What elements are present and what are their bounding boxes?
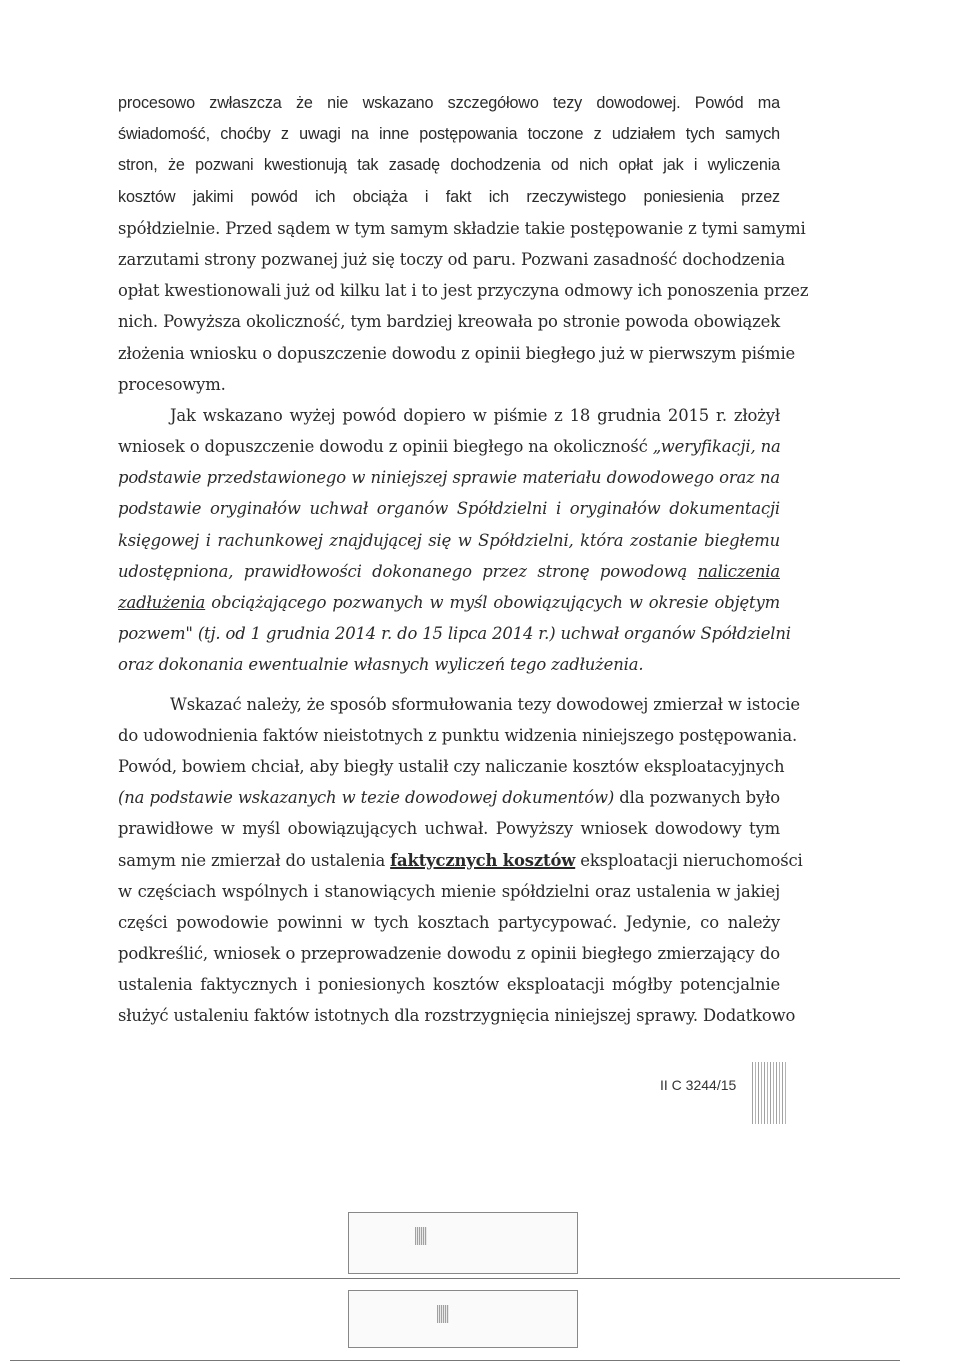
text-line: Jak wskazano wyżej powód dopiero w piśmie z 18 grudnia 2015 r. złożył: [170, 405, 780, 425]
text-line: w częściach wspólnych i stanowiących mienie spółdzielni oraz ustalenia w jakiej: [118, 881, 780, 901]
text-line: złożenia wniosku o dopuszczenie dowodu z opinii biegłego już w pierwszym piśmie: [118, 343, 796, 363]
document-body: [118, 88, 809, 1032]
text-line: stron, że pozwani kwestionują tak zasadę dochodzenia od nich opłat jak i wyliczenia: [118, 156, 780, 175]
text-line: prawidłowe w myśl obowiązujących uchwał. Powyższy wniosek dowodowy tym: [118, 819, 780, 839]
italic-quote-line: [118, 556, 780, 587]
text-segment: udostępniona, prawidłowości dokonanego przez stronę powodową: [118, 561, 698, 581]
underlined-text: zadłużenia: [118, 593, 206, 612]
divider-line: [10, 1278, 900, 1279]
text-line: procesowym.: [118, 374, 226, 394]
text-line: świadomość, choćby z uwagi na inne postępowania toczone z udziałem tych samych: [118, 125, 780, 144]
italic-quote-line: podstawie oryginałów uchwał organów Spółdzielni i oryginałów dokumentacji: [118, 499, 780, 519]
text-line: Wskazać należy, że sposób sformułowania tezy dowodowej zmierzał w istocie: [170, 694, 800, 714]
text-line: ustalenia faktycznych i poniesionych kosztów eksploatacji mógłby potencjalnie: [118, 975, 780, 995]
paragraph-spacer: [118, 681, 780, 689]
text-line: [118, 845, 803, 876]
text-line: do udowodnienia faktów nieistotnych z punktu widzenia niniejszego postępowania.: [118, 725, 798, 745]
text-line: Powód, bowiem chciał, aby biegły ustalił czy naliczanie kosztów eksploatacyjnych: [118, 756, 785, 776]
text-line: [118, 431, 780, 462]
case-number: II C 3244/15: [660, 1077, 737, 1093]
stamp-mark-icon: [415, 1227, 427, 1245]
italic-quote-line: pozwem" (tj. od 1 grudnia 2014 r. do 15 lipca 2014 r.) uchwał organów Spółdzielni: [118, 624, 791, 644]
text-line: nich. Powyższa okoliczność, tym bardziej kreowała po stronie powoda obowiązek: [118, 312, 780, 332]
scan-stamp-box: [348, 1290, 578, 1348]
text-line: procesowo zwłaszcza że nie wskazano szczegółowo tezy dowodowej. Powód ma: [118, 94, 780, 112]
text-line: spółdzielnie. Przed sądem w tym samym składzie takie postępowanie z tymi samymi: [118, 218, 806, 238]
barcode-icon: [752, 1062, 788, 1124]
text-segment: eksploatacji nieruchomości: [575, 850, 803, 870]
italic-quote-line: [118, 587, 780, 618]
text-segment: samym nie zmierzał do ustalenia: [118, 850, 391, 870]
scan-stamp-box: [348, 1212, 578, 1274]
stamp-mark-icon: [437, 1305, 449, 1323]
italic-quote: „weryfikacji, na: [652, 437, 781, 457]
text-line: [118, 782, 780, 813]
underlined-text: naliczenia: [697, 561, 780, 581]
text-line: części powodowie powinni w tych kosztach partycypować. Jedynie, co należy: [118, 912, 780, 932]
text-line: służyć ustaleniu faktów istotnych dla rozstrzygnięcia niniejszej sprawy. Dodatkowo: [118, 1006, 796, 1026]
text-line: zarzutami strony pozwanej już się toczy od paru. Pozwani zasadność dochodzenia: [118, 249, 785, 269]
divider-line: [10, 1360, 900, 1361]
text-segment: obciążającego pozwanych w myśl obowiązujących w okresie objętym: [205, 593, 780, 612]
text-line: kosztów jakimi powód ich obciąża i fakt ich rzeczywistego poniesienia przez: [118, 187, 780, 206]
italic-quote-line: podstawie przedstawionego w niniejszej sprawie materiału dowodowego oraz na: [118, 468, 780, 488]
bold-underlined-text: faktycznych kosztów: [390, 850, 576, 870]
text-line: podkreślić, wniosek o przeprowadzenie dowodu z opinii biegłego zmierzający do: [118, 944, 780, 964]
italic-text: (na podstawie wskazanych w tezie dowodowej dokumentów): [118, 788, 615, 808]
text-segment: wniosek o dopuszczenie dowodu z opinii biegłego na okoliczność: [118, 437, 653, 457]
italic-quote-line: oraz dokonania ewentualnie własnych wyliczeń tego zadłużenia.: [118, 655, 644, 675]
italic-quote-line: księgowej i rachunkowej znajdującej się w Spółdzielni, która zostanie biegłemu: [118, 530, 780, 550]
text-segment: dla pozwanych było: [614, 788, 780, 808]
text-line: opłat kwestionowali już od kilku lat i to jest przyczyna odmowy ich ponoszenia przez: [118, 281, 809, 301]
